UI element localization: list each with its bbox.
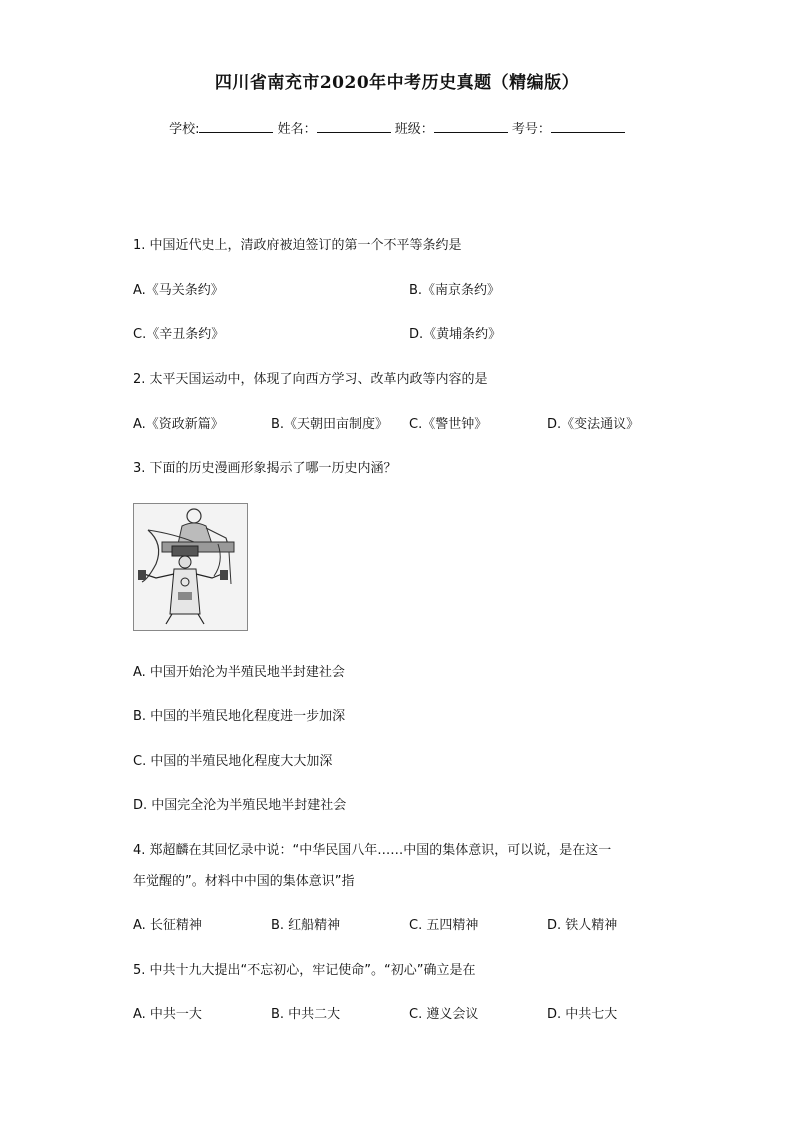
q3-option-d[interactable]: D. 中国完全沦为半殖民地半封建社会 (133, 798, 347, 813)
question-5-stem: 5. 中共十九大提出“不忘初心，牢记使命”。“初心”确立是在 (133, 963, 476, 978)
school-label: 学校: (169, 122, 200, 137)
q5-option-d[interactable]: D. 中共七大 (547, 1007, 618, 1022)
q1-option-d[interactable]: D.《黄埔条约》 (409, 327, 502, 342)
historical-cartoon-image (133, 503, 248, 631)
q3-option-a[interactable]: A. 中国开始沦为半殖民地半封建社会 (133, 665, 345, 680)
number-label: 考号： (511, 122, 551, 137)
class-label: 班级： (394, 122, 434, 137)
question-1-stem: 1. 中国近代史上，清政府被迫签订的第一个不平等条约是 (133, 238, 462, 253)
student-info-line (0, 118, 794, 137)
q5-option-a[interactable]: A. 中共一大 (133, 1007, 202, 1022)
school-blank[interactable] (199, 119, 273, 133)
q2-option-a[interactable]: A.《资政新篇》 (133, 417, 224, 432)
q4-option-d[interactable]: D. 铁人精神 (547, 918, 618, 933)
q5-option-c[interactable]: C. 遵义会议 (409, 1007, 479, 1022)
page-title: 四川省南充市2020年中考历史真题（精编版） (214, 73, 580, 93)
q2-option-b[interactable]: B.《天朝田亩制度》 (271, 417, 389, 432)
number-blank[interactable] (551, 119, 625, 133)
question-3-stem: 3. 下面的历史漫画形象揭示了哪一历史内涵？ (133, 461, 397, 476)
class-blank[interactable] (434, 119, 508, 133)
question-2-stem: 2. 太平天国运动中，体现了向西方学习、改革内政等内容的是 (133, 372, 488, 387)
q3-option-b[interactable]: B. 中国的半殖民地化程度进一步加深 (133, 709, 346, 724)
q4-option-c[interactable]: C. 五四精神 (409, 918, 479, 933)
q2-option-c[interactable]: C.《警世钟》 (409, 417, 488, 432)
name-label: 姓名： (277, 122, 317, 137)
q1-option-c[interactable]: C.《辛丑条约》 (133, 327, 225, 342)
q4-option-a[interactable]: A. 长征精神 (133, 918, 202, 933)
question-4-stem-line2: 年觉醒的”。材料中中国的集体意识”指 (133, 874, 355, 889)
q5-option-b[interactable]: B. 中共二大 (271, 1007, 341, 1022)
q4-option-b[interactable]: B. 红船精神 (271, 918, 341, 933)
q2-option-d[interactable]: D.《变法通议》 (547, 417, 640, 432)
q1-option-b[interactable]: B.《南京条约》 (409, 283, 501, 298)
q1-option-a[interactable]: A.《马关条约》 (133, 283, 224, 298)
question-4-stem-line1: 4. 郑超麟在其回忆录中说：“中华民国八年……中国的集体意识，可以说，是在这一 (133, 843, 612, 858)
name-blank[interactable] (317, 119, 391, 133)
q3-option-c[interactable]: C. 中国的半殖民地化程度大大加深 (133, 754, 333, 769)
cartoon-illustration (134, 504, 247, 630)
